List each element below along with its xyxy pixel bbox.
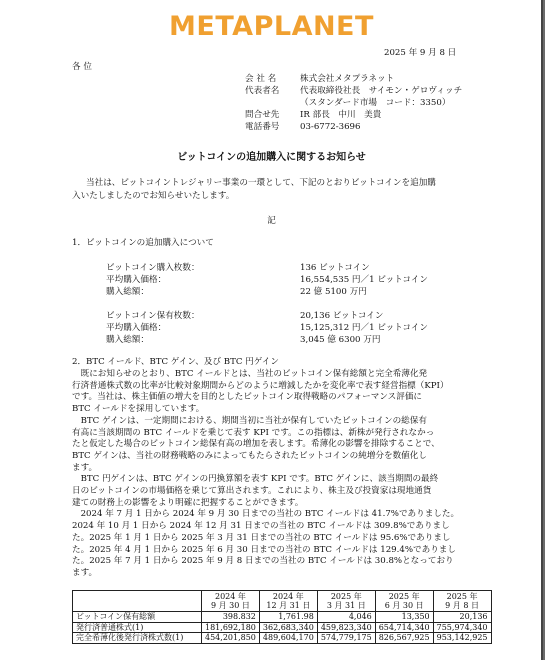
table-cell: 181,692,180 xyxy=(202,622,260,633)
contact-name: IR 部長 中川 美貴 xyxy=(300,110,382,120)
table-cell: 20,136 xyxy=(433,612,491,623)
intro-line: 当社は、ビットコイントレジャリー事業の一環として、下記のとおりビットコインを追加購 xyxy=(86,178,436,188)
row-label: ビットコイン保有総額 xyxy=(73,612,202,623)
header-date: 3 月 31 日 xyxy=(326,601,366,610)
metaplanet-logo: METAPLANET xyxy=(169,11,374,42)
section2-line: 2024 年 10 月 1 日から 2024 年 12 月 31 日までの当社の BTC イールドは 309.8%でありまし xyxy=(72,521,450,532)
section2-line: 行済普通株式数の比率が比較対象期間からどのように増減したかを変化率で表す経営指標（KPI） xyxy=(72,380,449,391)
detail-value: 20,136 ビットコイン xyxy=(300,311,384,321)
company-name: 株式会社メタプラネット xyxy=(300,74,395,84)
company-label: 会 社 名 xyxy=(245,74,277,84)
section2-line: 既にお知らせのとおり、BTC イールドとは、当社のビットコイン保有総額と完全希薄化発 xyxy=(72,369,428,379)
section2-line: た。2025 年 1 月 1 日から 2025 年 3 月 31 日までの当社の BTC イールドは 95.6%でありまし xyxy=(72,532,451,543)
table-cell: 454,201,850 xyxy=(202,633,260,644)
document-date: 2025 年 9 月 8 日 xyxy=(384,48,457,58)
detail-label: 平均購入価格： xyxy=(106,323,167,333)
btc-holdings-table xyxy=(72,590,492,644)
section2-line: たと仮定した場合のビットコイン総保有高の増加を表します。希薄化の影響を排除することで、 xyxy=(72,439,440,450)
header-year: 2025 年 xyxy=(446,591,478,601)
table-header-cell xyxy=(433,591,491,612)
header-date: 6 月 30 日 xyxy=(384,601,424,610)
section2-line: BTC 円ゲインは、BTC ゲインの円換算額を表す KPI です。BTC ゲインに、該当期間の最終 xyxy=(72,474,439,485)
table-row xyxy=(73,622,492,633)
table-cell: 654,714,340 xyxy=(375,622,433,633)
detail-label: ビットコイン購入枚数： xyxy=(106,263,200,273)
representative-name: 代表取締役社長 サイモン・ゲロヴィッチ xyxy=(300,86,463,96)
table-cell: 398.832 xyxy=(202,612,260,623)
table-header-row xyxy=(73,591,492,612)
section2-line: BTC ゲインは、一定期間における、期間当初に当社が保有していたビットコインの総保有 xyxy=(72,415,427,426)
detail-label: 平均購入価格： xyxy=(106,275,167,285)
detail-label: 購入総額： xyxy=(106,287,149,297)
addressee: 各 位 xyxy=(72,62,92,72)
table-row xyxy=(73,633,492,644)
detail-label: 購入総額： xyxy=(106,335,149,345)
table-header-cell xyxy=(317,591,375,612)
representative-label: 代表者名 xyxy=(245,86,280,96)
contact-label: 問合せ先 xyxy=(245,110,280,120)
header-date: 12 月 31 日 xyxy=(266,601,311,610)
detail-value: 16,554,535 円／1 ビットコイン xyxy=(300,275,428,285)
row-label: 完全希薄化後発行済株式数(1) xyxy=(73,633,202,644)
section1-heading: 1．ビットコインの追加購入について xyxy=(72,238,214,248)
table-cell: 13,350 xyxy=(375,612,433,623)
phone-number: 03-6772-3696 xyxy=(300,122,361,132)
section2-line: 有高に当該期間の BTC イールドを乗じて表す KPI です。この指標は、新株が発行されなかっ xyxy=(72,427,435,438)
table-cell: 459,823,340 xyxy=(317,622,375,633)
table-header-cell xyxy=(375,591,433,612)
ki-marker: 記 xyxy=(267,216,276,226)
section2-line: ます。 xyxy=(72,567,98,578)
table-header-cell xyxy=(259,591,317,612)
table-row xyxy=(73,612,492,623)
header-date: 9 月 8 日 xyxy=(445,601,479,610)
section2-line: ます。 xyxy=(72,462,98,473)
header-year: 2024 年 xyxy=(215,591,246,601)
table-header-cell xyxy=(73,591,202,612)
section2-heading: 2．BTC イールド、BTC ゲイン、及び BTC 円ゲイン xyxy=(72,357,279,367)
intro-line: 入いたしましたのでお知らせいたします。 xyxy=(72,191,235,201)
table-cell: 574,779,175 xyxy=(317,633,375,644)
header-year: 2024 年 xyxy=(272,591,304,601)
section2-line: です。当社は、株主価値の増大を目的としたビットコイン取得戦略のパフォーマンス評価に xyxy=(72,392,423,403)
detail-value: 15,125,312 円／1 ビットコイン xyxy=(300,323,428,333)
section2-line: 日のビットコインの市場価格を乗じて算出されます。これにより、株主及び投資家は現地通貨 xyxy=(72,486,432,496)
section2-line: た。2025 年 7 月 1 日から 2025 年 9 月 8 日までの当社の BTC イールドは 30.8%となっており xyxy=(72,556,454,567)
section2-line: BTC イールドを採用しています。 xyxy=(72,404,205,415)
section2-line: た。2025 年 4 月 1 日から 2025 年 6 月 30 日までの当社の BTC イールドは 129.4%でありまし xyxy=(72,544,456,555)
section2-line: 2024 年 7 月 1 日から 2024 年 9 月 30 日までの当社の BTC イールドは 41.7%でありました。 xyxy=(72,509,460,520)
row-label: 発行済普通株式(1) xyxy=(73,622,202,633)
table-cell: 826,567,925 xyxy=(375,633,433,644)
detail-value: 22 億 5100 万円 xyxy=(300,287,367,297)
market-code: （スタンダード市場 コード：3350） xyxy=(300,98,451,108)
table-header-cell xyxy=(202,591,260,612)
document-title: ビットコインの追加購入に関するお知らせ xyxy=(177,152,366,163)
detail-label: ビットコイン保有枚数： xyxy=(106,311,200,321)
detail-value: 3,045 億 6300 万円 xyxy=(300,335,381,345)
section2-line: 建ての財務上の影響をより明確に把握することができます。 xyxy=(72,497,304,508)
header-date: 9 月 30 日 xyxy=(211,601,250,610)
table-cell: 755,974,340 xyxy=(433,622,491,633)
table-cell: 489,604,170 xyxy=(259,633,317,644)
header-year: 2025 年 xyxy=(388,591,420,601)
phone-label: 電話番号 xyxy=(245,122,280,132)
detail-value: 136 ビットコイン xyxy=(300,263,370,273)
table-cell: 4,046 xyxy=(317,612,375,623)
header-year: 2025 年 xyxy=(330,591,362,601)
table-cell: 953,142,925 xyxy=(433,633,491,644)
table-cell: 1,761.98 xyxy=(259,612,317,623)
table-cell: 362,683,340 xyxy=(259,622,317,633)
section2-line: BTC ゲインは、当社の財務戦略のみによってもたらされたビットコインの純増分を数値化し xyxy=(72,450,427,461)
